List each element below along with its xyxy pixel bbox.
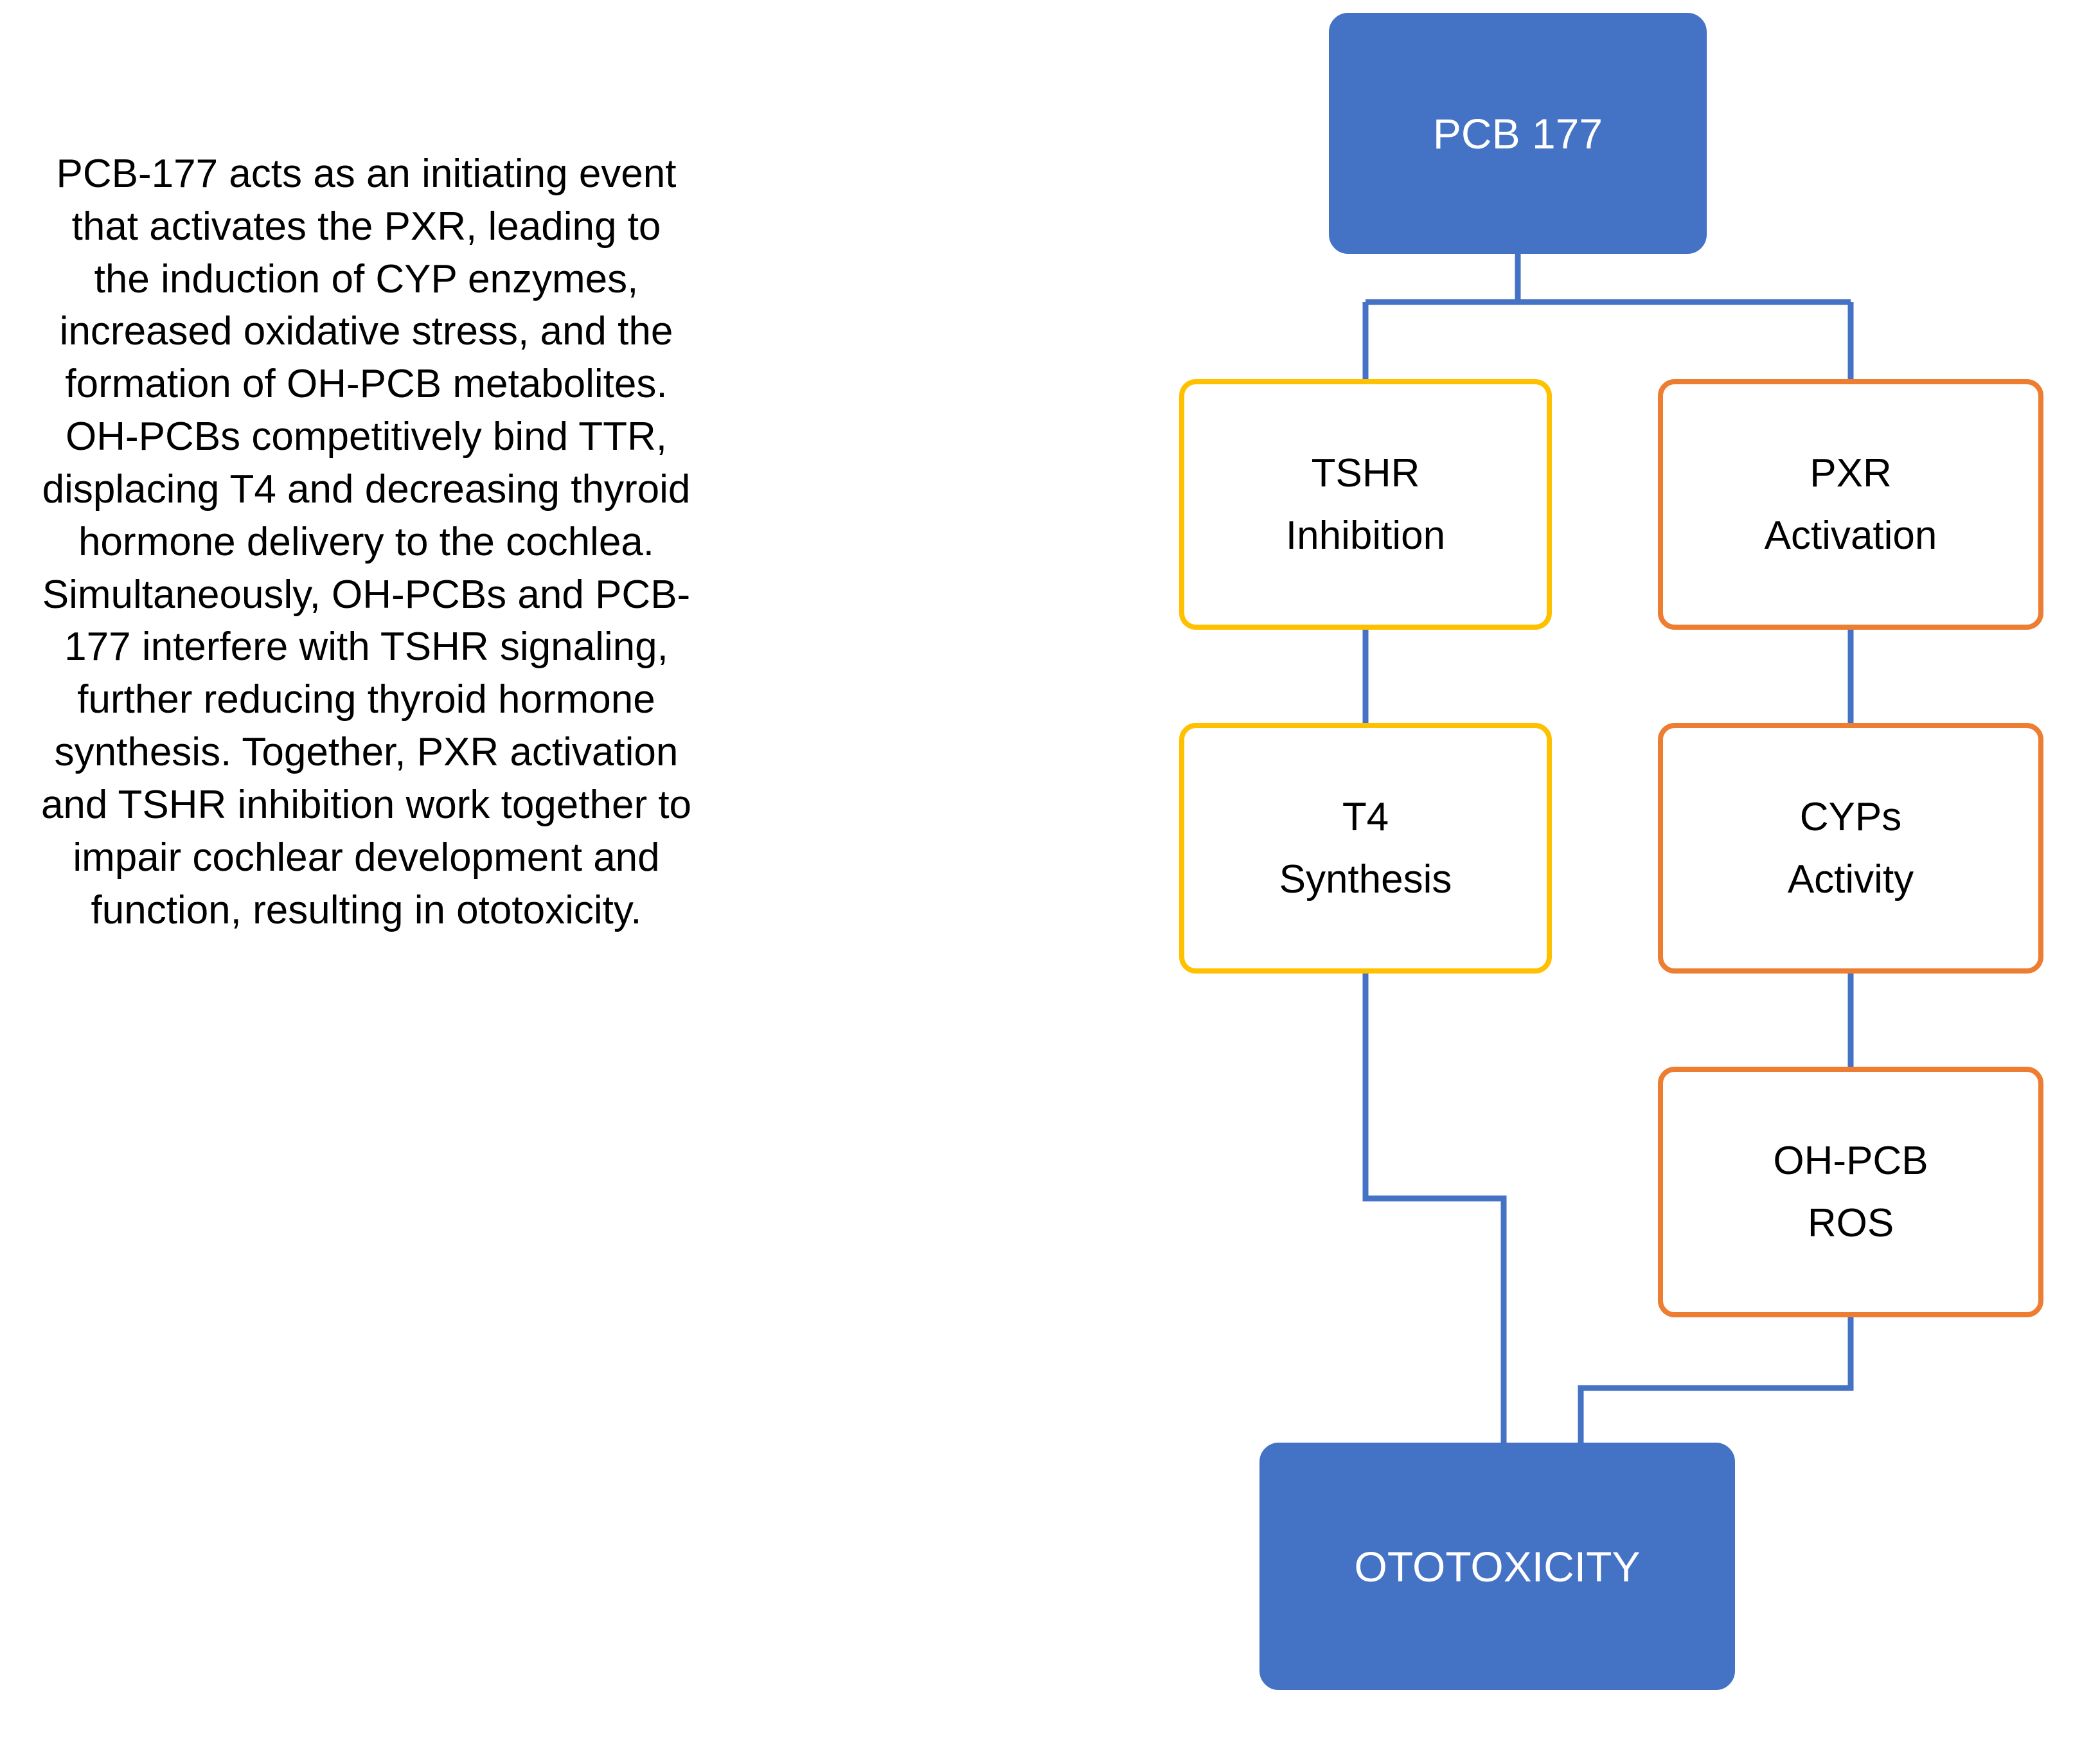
diagram-caption: PCB-177 acts as an initiating event that activates the PXR, leading to the induction of CYP enzymes, increased oxidative stress, and the formation of OH-PCB metabolites. OH-PCBs competitively bind TTR, displacing T4 and decreasing thyroid hormone delivery to the cochlea. Simultaneously, OH-PCBs and PCB-177 interfere with TSHR signaling, further reducing thyroid hormone synthesis. Together, PXR activation and TSHR inhibition work together to impair cochlear development and function, resulting in ototoxicity. [40,152,703,932]
node-tshr-label-line1: TSHR [1311,451,1420,495]
node-cyps-label-line2: Activity [1787,857,1914,902]
node-ohpcb-ros[interactable] [1658,1067,2043,1317]
node-ohpcb-label-line1: OH-PCB [1773,1139,1928,1183]
pathway-diagram [1002,0,2100,1753]
node-cyps-activity[interactable] [1658,723,2043,974]
node-t4-label-line1: T4 [1342,795,1389,839]
node-tshr-label-line2: Inhibition [1285,513,1446,558]
node-ototoxicity-label: OTOTOXICITY [1354,1542,1641,1590]
node-pxr-activation[interactable] [1658,379,2043,630]
node-t4-label-line2: Synthesis [1279,857,1452,902]
node-ototoxicity[interactable] [1259,1443,1735,1690]
node-ohpcb-label-line2: ROS [1807,1201,1894,1245]
node-pxr-label-line1: PXR [1810,451,1892,495]
edge-t4-ototoxicity [1366,974,1504,1443]
node-pcb177[interactable] [1329,13,1707,254]
node-tshr-inhibition[interactable] [1179,379,1552,630]
node-pxr-label-line2: Activation [1764,513,1937,558]
node-cyps-label-line1: CYPs [1799,795,1902,839]
node-pcb177-label: PCB 177 [1432,109,1603,157]
edge-ohpcb-ototoxicity [1581,1317,1851,1443]
node-t4-synthesis[interactable] [1179,723,1552,974]
